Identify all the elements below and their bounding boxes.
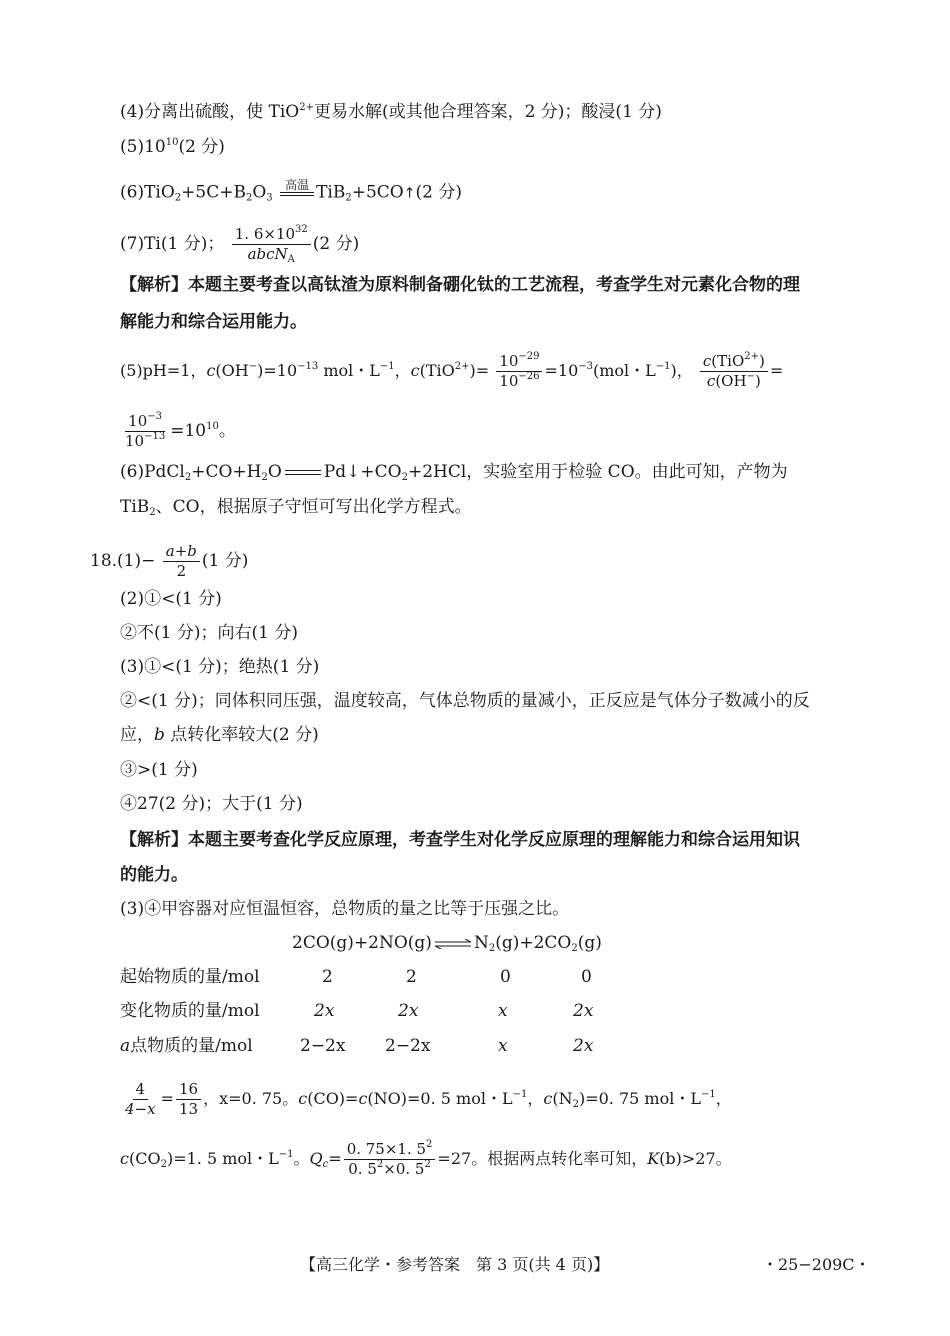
q18-answer-3-1: (3)①<(1 分)；绝热(1 分): [120, 657, 320, 677]
q18-explain-intro: (3)④甲容器对应恒温恒容，总物质的量之比等于压强之比。: [120, 899, 570, 919]
q18-answer-3-4: ④27(2 分)；大于(1 分): [120, 794, 303, 814]
equilibrium-arrow-icon: [435, 939, 471, 949]
q17-explain-5: (5)pH=1，$c(OH^-)=10^{-13}$ mol・$L^{-1}$，c(TiO$^{2+}$)= $\frac{10^{-29}}{10^{-26}}$ $=10^{-3}(mol$・$L^{-1}$)， $\frac{c(TiO^{2+})}{c(OH^-)}$ =: [120, 351, 784, 390]
density-fraction: $\frac{1. 6\times 10^{32}}{abcN_A}$: [232, 225, 311, 264]
qc-fraction: $\frac{0. 75\times 1. 5^2}{0. 5^2\times 0. 5^2}$: [344, 1140, 436, 1179]
row-label: a 点物质的量/mol: [120, 1036, 253, 1056]
pressure-ratio-right: $\frac{16}{13}$: [176, 1080, 201, 1119]
q17-answer-5: $(5)10^{10}(2$ 分): [120, 137, 225, 157]
q17-explain-6-line2: TiB$_2$、CO，根据原子守恒可写出化学方程式。: [120, 497, 472, 518]
row-label: 变化物质的量/mol: [120, 1001, 260, 1021]
ksp-fraction: $\frac{10^{-29}}{10^{-26}}$: [496, 352, 542, 391]
equals-sign-icon: [285, 470, 321, 475]
page-footer-code: ・25−209C・: [762, 1255, 871, 1274]
q17-explain-6: $(6)PdCl_2+CO+H_2O$ $Pd↓+CO_2+2HCl$，实验室用于检验 CO。由此可知，产物为: [120, 462, 788, 483]
result-fraction: $\frac{10^{-3}}{10^{-13}}$: [125, 411, 166, 450]
q18-answer-3-2: ②<(1 分)；同体积同压强，温度较高，气体总物质的量减小，正反应是气体分子数减小的反: [120, 691, 810, 711]
q17-explain-5-result: $\frac{10^{-3}}{10^{-13}}$ $=10^{10}$。: [120, 412, 236, 451]
pressure-ratio-left: $\frac{4}{4-x}$: [125, 1080, 156, 1118]
gas-up-arrow-icon: ↑: [403, 185, 416, 202]
reaction-condition: 高温: [280, 178, 314, 208]
q18-calc-line2: $c(CO_2)=1$. 5 mol・$L^{-1}$。$Q_c=$ $\frac{0. 75\times 1. 5^2}{0. 5^2\times 0. 5^2}$ =27。根据两点转化率可知，K(b)>27。: [120, 1139, 732, 1178]
reaction-equation: 2CO(g)+2NO(g) $N_2(g)+2CO_2(g)$: [292, 933, 602, 954]
q18-answer-3-2-line2: 应，b 点转化率较大(2 分): [120, 725, 319, 745]
row-label: 起始物质的量/mol: [120, 967, 260, 987]
q18-analysis-line1: 【解析】本题主要考查化学反应原理，考查学生对化学反应原理的理解能力和综合运用知识: [120, 830, 800, 850]
q18-answer-2-1: (2)①<(1 分): [120, 589, 222, 609]
q17-analysis-line2: 解能力和综合运用能力。: [120, 312, 307, 332]
q18-calc-line1: $\frac{4}{4-x}$ = $\frac{16}{13}$ ，x=0. 75。c(CO)=c(NO)=0. 5 mol・$L^{-1}$，$c(N_2)=0$. 75 mol・$L^{-1}$，: [120, 1080, 732, 1119]
page-footer-title: 【高三化学・参考答案 第 3 页(共 4 页)】: [300, 1255, 610, 1274]
q18-answer-3-3: ③>(1 分): [120, 760, 198, 780]
q18-answer-2-2: ②不(1 分)；向右(1 分): [120, 623, 298, 643]
q17-answer-4: (4)分离出硫酸，使 TiO$^{2+}$更易水解(或其他合理答案，2 分)；酸浸(1 分): [120, 102, 662, 122]
q17-answer-6: $(6)TiO_2+5C+B_2O_3$ 高温 TiB$_2$+5CO↑(2 分): [120, 178, 462, 208]
q18-answer-1: 18.(1)− $\frac{a+b}{2}$ (1 分): [90, 542, 249, 580]
enthalpy-fraction: $\frac{a+b}{2}$: [163, 542, 200, 581]
q17-analysis-line1: 【解析】本题主要考查以高钛渣为原料制备硼化钛的工艺流程，考查学生对元素化合物的理: [120, 275, 800, 295]
ratio-fraction: $\frac{c(TiO^{2+})}{c(OH^-)}$: [700, 352, 768, 391]
q17-answer-7: (7)Ti(1 分)； $\frac{1. 6\times 10^{32}}{abcN_A}$ (2 分): [120, 224, 360, 265]
q18-analysis-line2: 的能力。: [120, 865, 188, 885]
answer-page: (4)分离出硫酸，使 TiO$^{2+}$更易水解(或其他合理答案，2 分)；酸浸(1 分) $(5)10^{10}(2$ 分) $(6)TiO_2+5C+B_2O_3$ 高温 TiB$_2$+5CO↑(2 分) (7)Ti(1 分)； $\frac{1. 6\times 10^{32}}{abcN_A}$ (2 分) 【解析】本题主要考查以高钛渣为原料制备硼化钛的工艺流程，考查学生对元素化合物的理 解能力和综合运用能力。 (5)pH=1，$c(OH^-)=10^{-13}$ mol・$L^{-1}$，c(TiO$^{2+}$)= $\frac{10^{-29}}{10^{-26}}$ $=10^{-3}(mol$・$L^{-1}$)， $\frac{c(TiO^{2+})}{c(OH^-)}$ = $\frac{10^{-3}}{10^{-13}}$ $=10^{10}$。 $(6)PdCl_2+CO+H_2O$ $Pd↓+CO_2+2HCl$，实验室用于检验 CO。由此可知，产物为 TiB$_2$、CO，根据原子守恒可写出化学方程式。 18.(1)− $\frac{a+b}{2}$ (1 分) (2)①<(1 分) ②不(1 分)；向右(1 分) (3)①<(1 分)；绝热(1 分) ②<(1 分)；同体积同压强，温度较高，气体总物质的量减小，正反应是气体分子数减小的反 应，b 点转化率较大(2 分) ③>(1 分) ④27(2 分)；大于(1 分) 【解析】本题主要考查化学反应原理，考查学生对化学反应原理的理解能力和综合运用知识 的能力。 (3)④甲容器对应恒温恒容，总物质的量之比等于压强之比。 2CO(g)+2NO(g) $N_2(g)+2CO_2(g)$ 起始物质的量/mol 2 2 0 0 变化物质的量/mol 2x 2x x 2x a 点物质的量/mol 2−2x 2−2x x 2x $\frac{4}{4-x}$ = $\frac{16}{13}$ ，x=0. 75。c(CO)=c(NO)=0. 5 mol・$L^{-1}$，$c(N_2)=0$. 75 mol・$L^{-1}$， $c(CO_2)=1$. 5 mol・$L^{-1}$。$Q_c=$ $\frac{0. 75\times 1. 5^2}{0. 5^2\times 0. 5^2}$ =27。根据两点转化率可知，K(b)>27。 【高三化学・参考答案 第 3 页(共 4 页)】 ・25−209C・: [90, 102, 871, 1274]
